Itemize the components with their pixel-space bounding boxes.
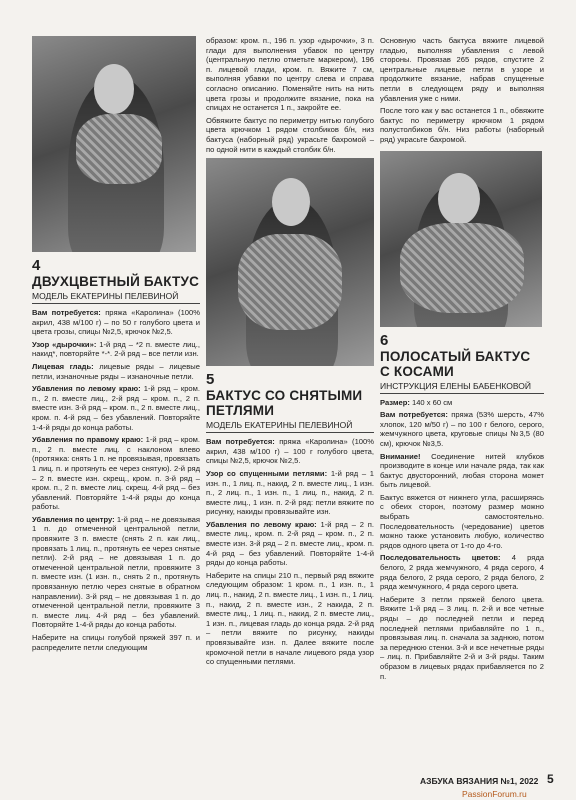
paragraph-text: пряжа «Каролина» (100% акрил, 438 м/100 г) – 100 г голубого цвета, спицы №2,5, крючок №2,5.	[206, 437, 374, 466]
section-author: МОДЕЛЬ ЕКАТЕРИНЫ ПЕЛЕВИНОЙ	[32, 291, 200, 304]
paragraph	[380, 553, 544, 591]
column-1	[32, 36, 200, 655]
paragraph	[32, 515, 200, 630]
paragraph-text: 1-й ряд – кром. п., 2 п. вместе лиц., 2-й ряд – кром. п., 2 п. вместе изн. 3-й ряд – кром. п., 2 п. вместе лиц., кром. п. 4-й ряд – без убавлений. Повторяйте 1-4-й ряды до конца работы.	[32, 384, 200, 432]
paragraph-text: лицевые ряды – лицевые петли, изнаночные ряды – изнаночные петли.	[32, 361, 200, 381]
paragraph	[206, 116, 374, 154]
paragraph-heading: Лицевая гладь:	[32, 361, 94, 371]
section-author: МОДЕЛЬ ЕКАТЕРИНЫ ПЕЛЕВИНОЙ	[206, 420, 374, 433]
paragraph	[206, 571, 374, 667]
paragraph-text: Соединение нитей клубков производите в конце или начале ряда, так как бактус двусторонний, любая сторона может быть лицевой.	[380, 451, 544, 490]
photo-model-5	[206, 158, 374, 366]
paragraph-text: Бактус вяжется от нижнего угла, расширяясь с обеих сторон, поэтому размер можно выбрать самостоятельно. Последовательность (чередование) цветов можно также установить любую, количество рядов одного цвета от 1-го до 4-го.	[380, 492, 544, 550]
paragraph	[32, 362, 200, 381]
instructions-text	[380, 398, 544, 682]
paragraph	[380, 36, 544, 103]
paragraph-heading: Последовательность цветов:	[380, 553, 501, 563]
paragraph	[32, 384, 200, 432]
paragraph-heading: Вам потребуется:	[32, 308, 101, 317]
paragraph	[380, 493, 544, 551]
section-title-line2: С КОСАМИ	[380, 363, 454, 379]
instructions-text	[32, 308, 200, 652]
paragraph-text: пряжа «Каролина» (100% акрил, 438 м/100 г) – по 50 г голубого цвета и цвета грозы, спицы №2,5, крючок №2,5.	[32, 308, 200, 337]
section-title: ДВУХЦВЕТНЫЙ БАКТУС	[32, 274, 200, 289]
watermark: PassionForum.ru	[462, 789, 527, 799]
paragraph-text: 1-й ряд – 2 п. вместе лиц., кром. п. 2-й ряд – кром. п., 2 п. вместе изн. 3-й ряд – 2 п. вместе лиц., кром. п. 4-й ряд – без убавлений. Повторяйте 1-4-й ряды до конца работы.	[206, 519, 374, 568]
section-number: 6	[380, 331, 389, 349]
paragraph-heading: Убавления по левому краю:	[206, 519, 317, 529]
section-title-line2: ПЕТЛЯМИ	[206, 403, 275, 419]
paragraph	[380, 398, 544, 408]
paragraph-heading: Внимание!	[380, 451, 421, 461]
paragraph-text: Наберите на спицы 210 п., первый ряд вяжите следующим образом: 1 кром. п., 1 изн. п., 1 лиц. п., накид, 2 п. вместе лиц., 1 изн. п., 1 лиц. п., накид, 2 п. вместе изн., 2 накида, 2 п. вместе лиц., 1 лиц. п., накид, 2 п. вместе лиц., 1 изн. п., лицевая гладь до конца ряда. 2-й ряд – петли вяжите по рисунку, накиды провязывайте изн. п. Далее вяжите после кромочной петли в начале лицевого ряда узор со спущенными петлями.	[206, 570, 374, 667]
paragraph	[206, 469, 374, 517]
paragraph-text: Основную часть бактуса вяжите лицевой гладью, выполняя убавления с левой стороны. Провязав 265 рядов, спустите 2 центральные лицевые петли в узоре и продолжите вязание, набрав спущенные петли в следующем ряду и выполняя убавления уже с ними.	[380, 36, 544, 103]
paragraph-heading: Размер:	[380, 397, 410, 407]
paragraph	[380, 452, 544, 490]
instructions-text	[206, 437, 374, 667]
section-title-line1: ПОЛОСАТЫЙ БАКТУС	[380, 348, 531, 364]
paragraph	[206, 520, 374, 568]
paragraph-heading: Убавления по левому краю:	[32, 384, 141, 394]
paragraph-text: 140 х 60 см	[409, 397, 453, 407]
paragraph-heading: Убавления по правому краю:	[32, 435, 144, 445]
paragraph	[380, 595, 544, 681]
paragraph	[380, 410, 544, 448]
column-3	[380, 36, 544, 684]
paragraph	[380, 106, 544, 144]
paragraph-text: образом: кром. п., 196 п. узор «дырочки», 3 п. глади для выполнения убавок по центру (центральную петлю отметьте маркером), 196 п. лицевой глади, кром. п. Вяжите 7 см, выполняя убавки по центру слева и справа согласно описанию. Поменяйте нить на нить цвета грозы и продолжите вязание, пока на спицах не останется 1 п., закройте ее.	[206, 36, 374, 113]
column-2	[206, 36, 374, 670]
paragraph	[206, 437, 374, 466]
paragraph	[206, 36, 374, 113]
paragraph	[32, 340, 200, 359]
paragraph-text: 1-й ряд – 1 изн. п., 1 лиц. п., накид, 2 п. вместе лиц., 1 изн. п., 2 лиц. п., 1 изн. п., 1 лиц. п., накид, 2 п. вместе лиц., 1 изн. п. 2-й ряд: петли вяжите по рисунку, накиды провязывайте изн.	[206, 468, 375, 517]
paragraph-text: 1-й ряд – *2 п. вместе лиц., накид*, повторяйте *-*. 2-й ряд – все петли изн.	[32, 339, 200, 359]
photo-model-4	[32, 36, 196, 252]
paragraph-text: пряжа (53% шерсть, 47% хлопок, 120 м/50 г) – по 100 г белого, серого, жемчужного цвета, круговые спицы №3,5 (80 см), крючок №3,5.	[380, 410, 544, 448]
section-title-line1: БАКТУС СО СНЯТЫМИ	[206, 388, 363, 404]
section-number: 4	[32, 257, 41, 274]
photo-model-6	[380, 151, 542, 327]
paragraph-heading: Узор со спущенными петлями:	[206, 468, 328, 478]
section-author: ИНСТРУКЦИЯ ЕЛЕНЫ БАБЕНКОВОЙ	[380, 381, 544, 394]
page-number: 5	[547, 772, 554, 786]
paragraph-text: Наберите 3 петли пряжей белого цвета. Вяжите 1-й ряд – 3 лиц. п. 2-й и все четные ряды – до последней петли и перед последней петлями прибавляйте по 1 п., провязывая лиц. п. сначала за заднюю, потом за переднюю стенки. 3-й и все нечетные ряды – лиц. п. Прибавляйте 2-й и 3-й ряды. Таким образом в лицевых рядах прибавляется по 2 п.	[380, 594, 544, 681]
instructions-text-continued	[206, 36, 374, 154]
paragraph-text: Наберите на спицы голубой пряжей 397 п. и распределите петли следующим	[32, 633, 200, 652]
paragraph	[32, 633, 200, 652]
paragraph	[32, 308, 200, 337]
paragraph-heading: Вам потребуется:	[206, 437, 275, 447]
paragraph-text: После того как у вас останется 1 п., обвяжите бактус по периметру крючком 1 рядом полустолбиков б/н. Низ работы (наборный ряд) украсьте бахромой.	[380, 106, 544, 144]
section-number: 5	[206, 371, 215, 389]
instructions-text-continued	[380, 36, 544, 145]
paragraph-text: 1-й ряд – кром. п., 2 п. вместе лиц. с наклоном влево (протяжка: снять 1 п. не провязывая, провязать 1 лиц. п. и протянуть ее через снятую). 2-й ряд – 2 п. вместе изн. скрещ., кром. п. 3-й ряд – кром. п., 2 п. вместе лиц. скрещ. 4-й ряд – без убавлений. Повторяйте 1-4-й ряды до конца работы.	[32, 435, 201, 512]
paragraph-heading: Узор «дырочки»:	[32, 339, 97, 349]
paragraph-heading: Вам потребуется:	[380, 410, 448, 420]
paragraph-heading: Убавления по центру:	[32, 514, 115, 524]
paragraph-text: 1-й ряд – не довязывая 1 п. до отмеченной центральной петли, провяжите 3 п. вместе (снять 2 п. как лиц., провязать 1 лиц. п., протянуть ее через снятые петли). 2-й ряд – не довязывая 1 п. до отмеченной центральной петли, провяжите 3 п. вместе изн. (1 изн. п., снять 2 п., протянуть провязанную петлю через снятые в обратном направлении). 3-й ряд – не довязывая 1 п. до отмеченной центральной петли, провяжите 3 п. вместе лиц. 4-й ряд – без убавлений. Повторяйте 1-4-й ряды до конца работы.	[32, 514, 200, 630]
paragraph	[32, 435, 200, 512]
magazine-title: АЗБУКА ВЯЗАНИЯ №1, 2022	[420, 776, 539, 786]
paragraph-text: Обвяжите бактус по периметру нитью голубого цвета крючком 1 рядом столбиков б/н, низ бактуса (наборный ряд) украсьте бахромой – по одной нити в каждый столбик б/н.	[206, 115, 374, 154]
paragraph-text: 4 ряда белого, 2 ряда жемчужного, 4 ряда серого, 4 ряда белого, 2 ряда серого, 2 ряда белого, 2 ряда жемчужного, 4 ряда серого цвета.	[380, 553, 544, 592]
